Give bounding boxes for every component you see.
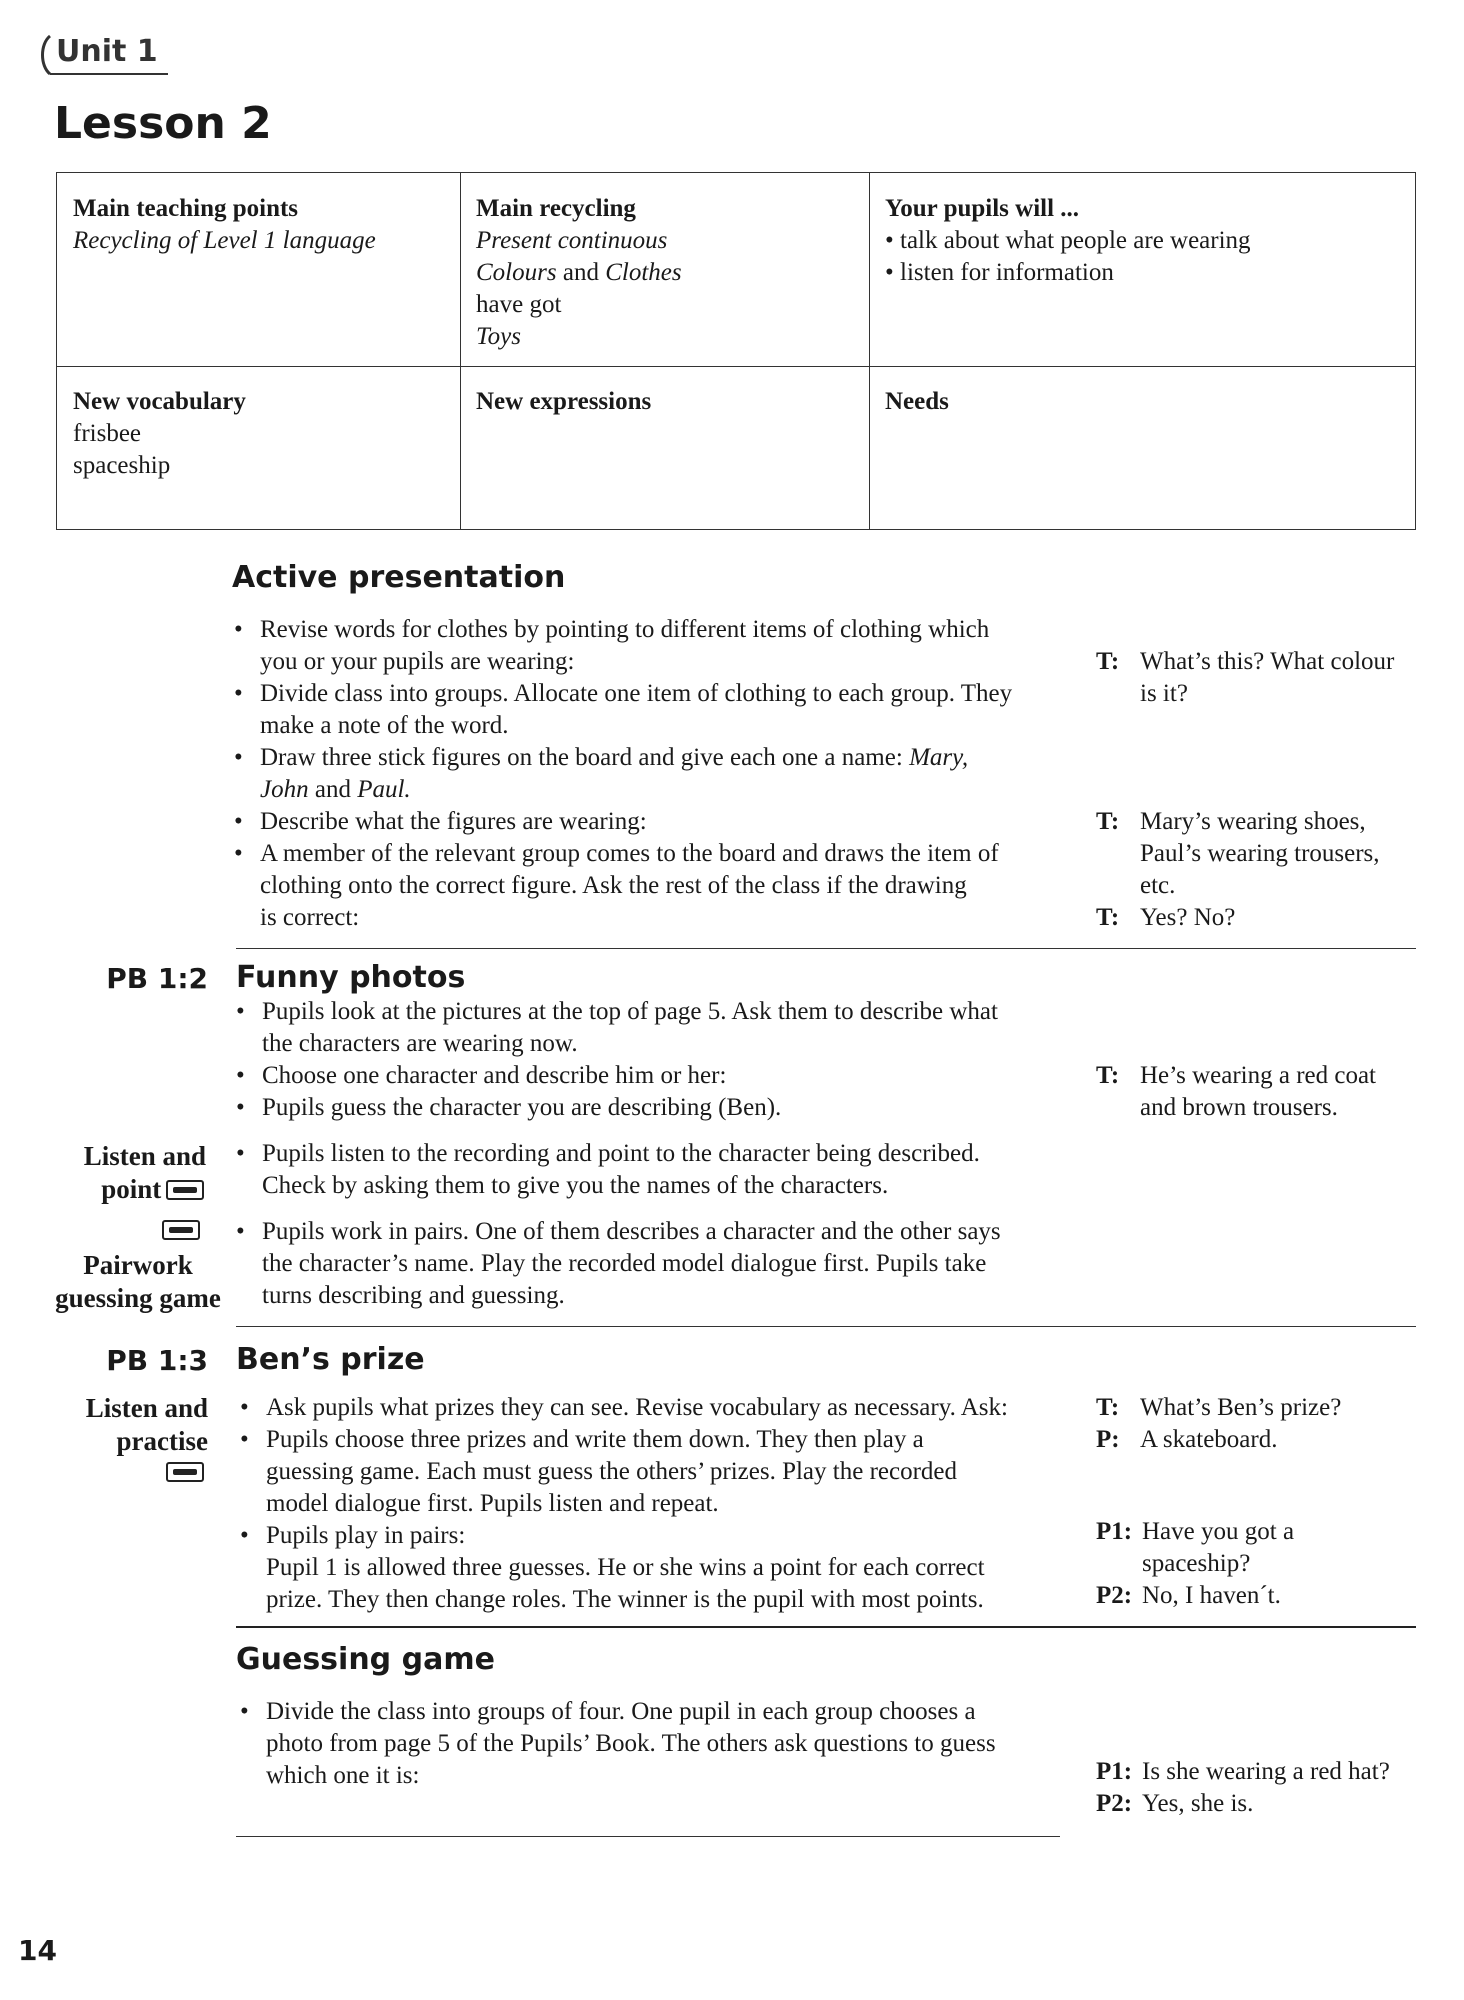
recycling-line: Colours and Clothes	[476, 259, 682, 286]
pairwork-label: Pairwork guessing game	[55, 1250, 221, 1313]
list-item: • Pupils play in pairs: Pupil 1 is allowed three guesses. He or she wins a point for each correct prize. They then change roles. The winner is the pupil with most points.	[236, 1520, 1086, 1616]
unit-label: Unit 1	[56, 34, 158, 69]
pupils-book-ref: PB 1:2	[106, 962, 208, 995]
your-pupils-will-heading: Your pupils will ...	[885, 195, 1080, 222]
cassette-icon	[162, 1220, 200, 1240]
list-item: • Divide class into groups. Allocate one item of clothing to each group. They make a note of the word.	[230, 678, 1080, 742]
pupils-will-item: • talk about what people are wearing	[885, 227, 1251, 254]
pupils-book-ref: PB 1:3	[106, 1344, 208, 1377]
dialogue-line: T: He’s wearing a red coat and brown trousers.	[1096, 1062, 1376, 1121]
list-item: • Revise words for clothes by pointing to different items of clothing which you or your pupils are wearing:	[230, 614, 1080, 678]
section-divider	[236, 948, 1416, 949]
cassette-icon	[166, 1462, 204, 1482]
main-recycling-cell	[460, 173, 869, 353]
dialogue-line: T: What’s Ben’s prize?	[1096, 1394, 1342, 1421]
dialogue-block	[1096, 806, 1426, 934]
cassette-icon	[166, 1180, 204, 1200]
dialogue-line: T: What’s this? What colour is it?	[1096, 648, 1395, 707]
new-vocabulary-cell	[57, 366, 460, 482]
list-item: • Divide the class into groups of four. One pupil in each group chooses a photo from page 5 of the Pupils’ Book. The others ask questions to guess which one it is:	[236, 1696, 1086, 1792]
new-expressions-cell	[460, 366, 869, 418]
guessing-game-list	[236, 1696, 1086, 1792]
dialogue-line: P1: Have you got a spaceship?	[1096, 1518, 1295, 1577]
main-recycling-heading: Main recycling	[476, 195, 636, 222]
list-item: • Describe what the figures are wearing:	[230, 806, 1080, 838]
main-teaching-points-heading: Main teaching points	[73, 195, 299, 222]
your-pupils-will-cell	[869, 173, 1415, 289]
dialogue-line: P2: No, I haven´t.	[1096, 1582, 1281, 1609]
listen-point-label: Listen and point	[83, 1141, 206, 1204]
list-item: • Pupils guess the character you are describing (Ben).	[232, 1092, 1082, 1124]
recycling-line: have got	[476, 291, 562, 318]
active-presentation-list	[230, 614, 1080, 934]
funny-photos-list	[232, 996, 1082, 1124]
dialogue-block	[1096, 1756, 1436, 1820]
listen-practise-label: Listen and practise	[85, 1393, 208, 1456]
list-item: • A member of the relevant group comes to the board and draws the item of clothing onto the correct figure. Ask the rest of the class if the drawing is correct:	[230, 838, 1080, 934]
vocabulary-item: spaceship	[73, 452, 171, 479]
listen-point-list	[232, 1138, 1082, 1202]
recycling-line: Present continuous	[476, 227, 668, 254]
bens-prize-list	[236, 1392, 1086, 1616]
dialogue-line: P1: Is she wearing a red hat?	[1096, 1758, 1390, 1785]
list-item: • Pupils choose three prizes and write them down. They then play a guessing game. Each must guess the others’ prizes. Play the recorded model dialogue first. Pupils listen and repeat.	[236, 1424, 1086, 1520]
list-item: • Ask pupils what prizes they can see. Revise vocabulary as necessary. Ask:	[236, 1392, 1086, 1424]
dialogue-block	[1096, 646, 1426, 710]
page-number: 14	[18, 1934, 57, 1967]
main-teaching-points-cell	[57, 173, 460, 257]
list-item: • Pupils listen to the recording and point to the character being described. Check by asking them to give you the names of the characters.	[232, 1138, 1082, 1202]
unit-tab	[36, 30, 176, 80]
dialogue-block	[1096, 1516, 1426, 1612]
dialogue-line: P: A skateboard.	[1096, 1426, 1278, 1453]
list-item: • Pupils look at the pictures at the top of page 5. Ask them to describe what the characters are wearing now.	[232, 996, 1082, 1060]
funny-photos-title: Funny photos	[236, 960, 466, 995]
dialogue-line: T: Mary’s wearing shoes, Paul’s wearing trousers, etc.	[1096, 808, 1380, 899]
needs-cell	[869, 366, 1415, 418]
section-divider	[236, 1326, 1416, 1327]
lesson-plan-table	[56, 172, 1416, 530]
list-item: • Pupils work in pairs. One of them describes a character and the other says the character’s name. Play the recorded model dialogue first. Pupils take turns describing and guessing.	[232, 1216, 1082, 1312]
section-divider	[236, 1836, 1060, 1837]
bens-prize-title: Ben’s prize	[236, 1342, 425, 1377]
needs-heading: Needs	[885, 388, 949, 415]
list-item: • Choose one character and describe him or her:	[232, 1060, 1082, 1092]
dialogue-block	[1096, 1060, 1426, 1124]
dialogue-line: T: Yes? No?	[1096, 904, 1236, 931]
main-teaching-points-item: Recycling of Level 1 language	[73, 227, 376, 254]
dialogue-line: P2: Yes, she is.	[1096, 1790, 1254, 1817]
dialogue-block	[1096, 1392, 1426, 1456]
list-item: • Draw three stick figures on the board and give each one a name: Mary, John and Paul.	[230, 742, 1080, 806]
lesson-title: Lesson 2	[54, 98, 272, 149]
new-expressions-heading: New expressions	[476, 388, 652, 415]
section-divider	[236, 1626, 1416, 1628]
guessing-game-title: Guessing game	[236, 1642, 495, 1677]
recycling-line: Toys	[476, 323, 521, 350]
pupils-will-item: • listen for information	[885, 259, 1114, 286]
vocabulary-item: frisbee	[73, 420, 142, 447]
new-vocabulary-heading: New vocabulary	[73, 388, 246, 415]
pairwork-list	[232, 1216, 1082, 1312]
active-presentation-title: Active presentation	[232, 560, 566, 595]
